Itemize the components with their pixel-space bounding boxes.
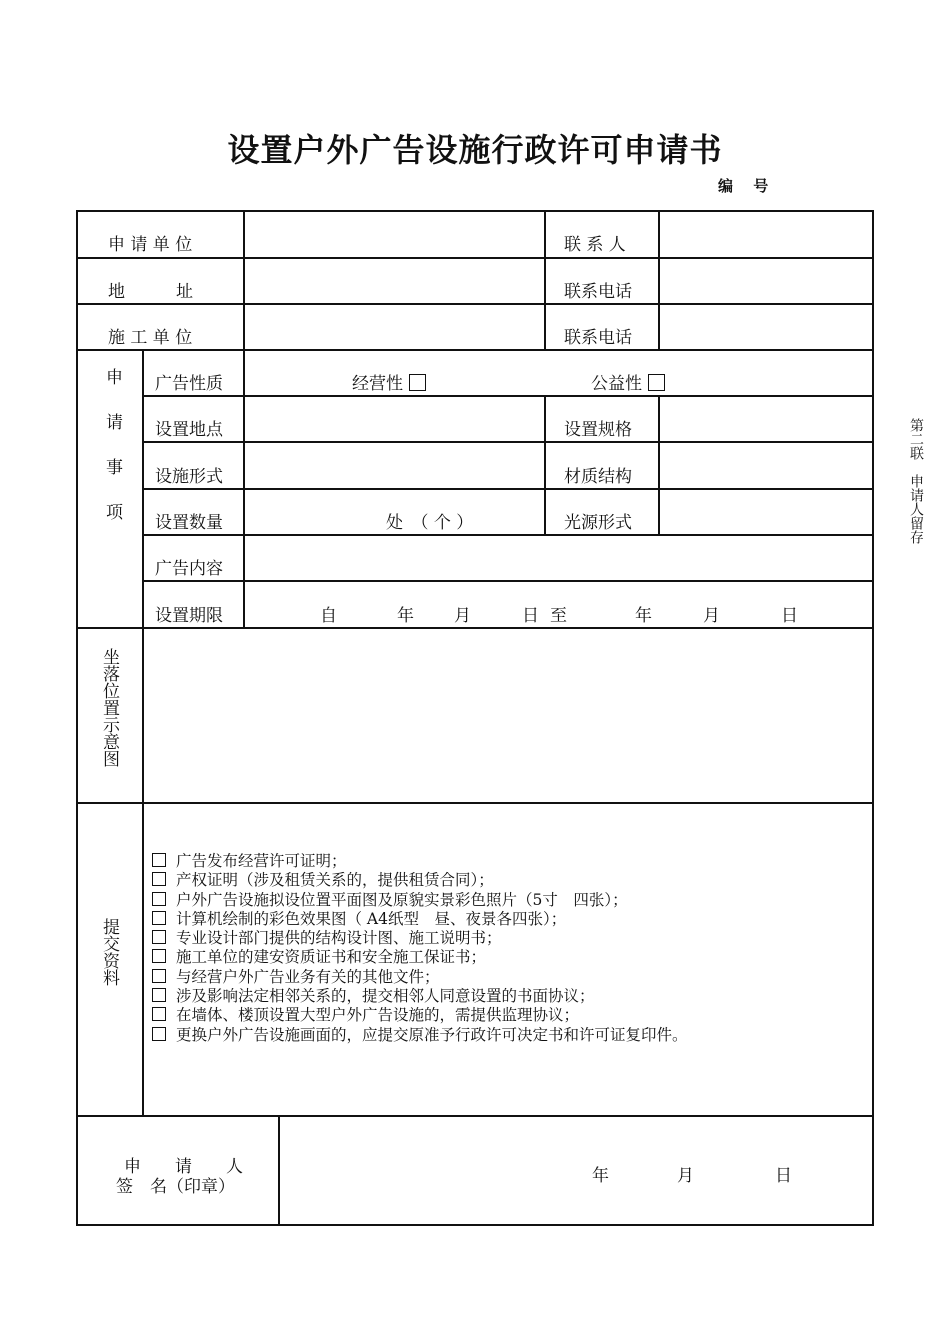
period-from: 自 — [320, 606, 337, 626]
submitted-materials-label: 提交资料 — [99, 918, 119, 986]
period-start-year: 年 — [397, 606, 414, 626]
materials-item[interactable]: 户外广告设施拟设位置平面图及原貌实景彩色照片（5寸 四张）； — [152, 891, 688, 910]
phone-label: 联系电话 — [564, 328, 632, 348]
column-divider — [142, 349, 144, 1115]
form-title: 设置户外广告设施行政许可申请书 — [227, 131, 723, 169]
checkbox-icon[interactable] — [152, 853, 166, 867]
materials-item[interactable]: 广告发布经营许可证明； — [152, 852, 688, 871]
applicant-seal-label: 签 名（印章） — [116, 1177, 235, 1197]
address-label: 地 址 — [108, 282, 193, 302]
public-welfare-option[interactable]: 公益性 — [591, 369, 665, 394]
location-map-area[interactable] — [146, 631, 871, 799]
column-divider — [243, 349, 245, 627]
column-divider — [544, 395, 546, 534]
row-divider — [76, 349, 874, 351]
row-divider — [142, 395, 874, 397]
phone-label: 联系电话 — [564, 282, 632, 302]
signature-year: 年 — [592, 1166, 609, 1186]
light-source-label: 光源形式 — [564, 513, 632, 533]
period-end-year: 年 — [635, 606, 652, 626]
period-end-month: 月 — [703, 606, 720, 626]
signature-month: 月 — [677, 1166, 694, 1186]
ad-nature-label: 广告性质 — [155, 374, 223, 394]
copy-note: 第二联 申请人留存 — [908, 418, 924, 544]
checkbox-icon[interactable] — [152, 969, 166, 983]
row-divider — [142, 488, 874, 490]
row-divider — [76, 257, 874, 259]
material-structure-label: 材质结构 — [564, 467, 632, 487]
column-divider — [658, 395, 660, 534]
checkbox-icon[interactable] — [152, 1007, 166, 1021]
commercial-option[interactable]: 经营性 — [352, 369, 426, 394]
column-divider — [243, 210, 245, 349]
contact-person-label: 联 系 人 — [564, 235, 626, 255]
applicant-unit-label: 申 请 单 位 — [108, 235, 193, 255]
materials-checklist — [152, 852, 688, 1045]
column-divider — [658, 210, 660, 349]
row-divider — [142, 534, 874, 536]
materials-item[interactable]: 计算机绘制的彩色效果图（ A4纸型 昼、夜景各四张）； — [152, 910, 688, 929]
specification-label: 设置规格 — [564, 420, 632, 440]
materials-item[interactable]: 更换户外广告设施画面的，应提交原准予行政许可决定书和许可证复印件。 — [152, 1026, 688, 1045]
period-end-day: 日 — [781, 606, 798, 626]
materials-item[interactable]: 专业设计部门提供的结构设计图、施工说明书； — [152, 929, 688, 948]
row-divider — [76, 802, 874, 804]
application-matters-label: 申请事项 — [102, 368, 122, 548]
row-divider — [76, 1115, 874, 1117]
construction-unit-label: 施 工 单 位 — [108, 328, 193, 348]
materials-item[interactable]: 涉及影响法定相邻关系的，提交相邻人同意设置的书面协议； — [152, 987, 688, 1006]
period-start-month: 月 — [454, 606, 471, 626]
materials-item[interactable]: 在墙体、楼顶设置大型户外广告设施的，需提供监理协议； — [152, 1006, 688, 1025]
row-divider — [76, 627, 874, 629]
signature-day: 日 — [775, 1166, 792, 1186]
period-to: 至 — [550, 606, 567, 626]
facility-form-label: 设施形式 — [155, 467, 223, 487]
location-map-label: 坐落位置示意图 — [99, 648, 119, 767]
materials-item[interactable]: 产权证明（涉及租赁关系的，提供租赁合同）； — [152, 871, 688, 890]
period-label: 设置期限 — [155, 606, 223, 626]
checkbox-icon[interactable] — [152, 949, 166, 963]
location-label: 设置地点 — [155, 420, 223, 440]
checkbox-icon[interactable] — [152, 930, 166, 944]
checkbox-icon[interactable] — [152, 892, 166, 906]
quantity-label: 设置数量 — [155, 513, 223, 533]
commercial-checkbox[interactable] — [409, 374, 426, 391]
applicant-signature-label: 申 请 人 — [124, 1157, 243, 1177]
row-divider — [76, 303, 874, 305]
checkbox-icon[interactable] — [152, 872, 166, 886]
checkbox-icon[interactable] — [152, 911, 166, 925]
materials-item[interactable]: 施工单位的建安资质证书和安全施工保证书； — [152, 948, 688, 967]
materials-item[interactable]: 与经营户外广告业务有关的其他文件； — [152, 968, 688, 987]
column-divider — [278, 1115, 280, 1226]
public-welfare-checkbox[interactable] — [648, 374, 665, 391]
column-divider — [544, 210, 546, 349]
quantity-unit: 处 （ 个 ） — [386, 513, 474, 533]
period-start-day: 日 — [522, 606, 539, 626]
ad-content-label: 广告内容 — [155, 559, 223, 579]
serial-number-label: 编 号 — [718, 177, 769, 195]
checkbox-icon[interactable] — [152, 1027, 166, 1041]
row-divider — [142, 441, 874, 443]
checkbox-icon[interactable] — [152, 988, 166, 1002]
row-divider — [142, 580, 874, 582]
